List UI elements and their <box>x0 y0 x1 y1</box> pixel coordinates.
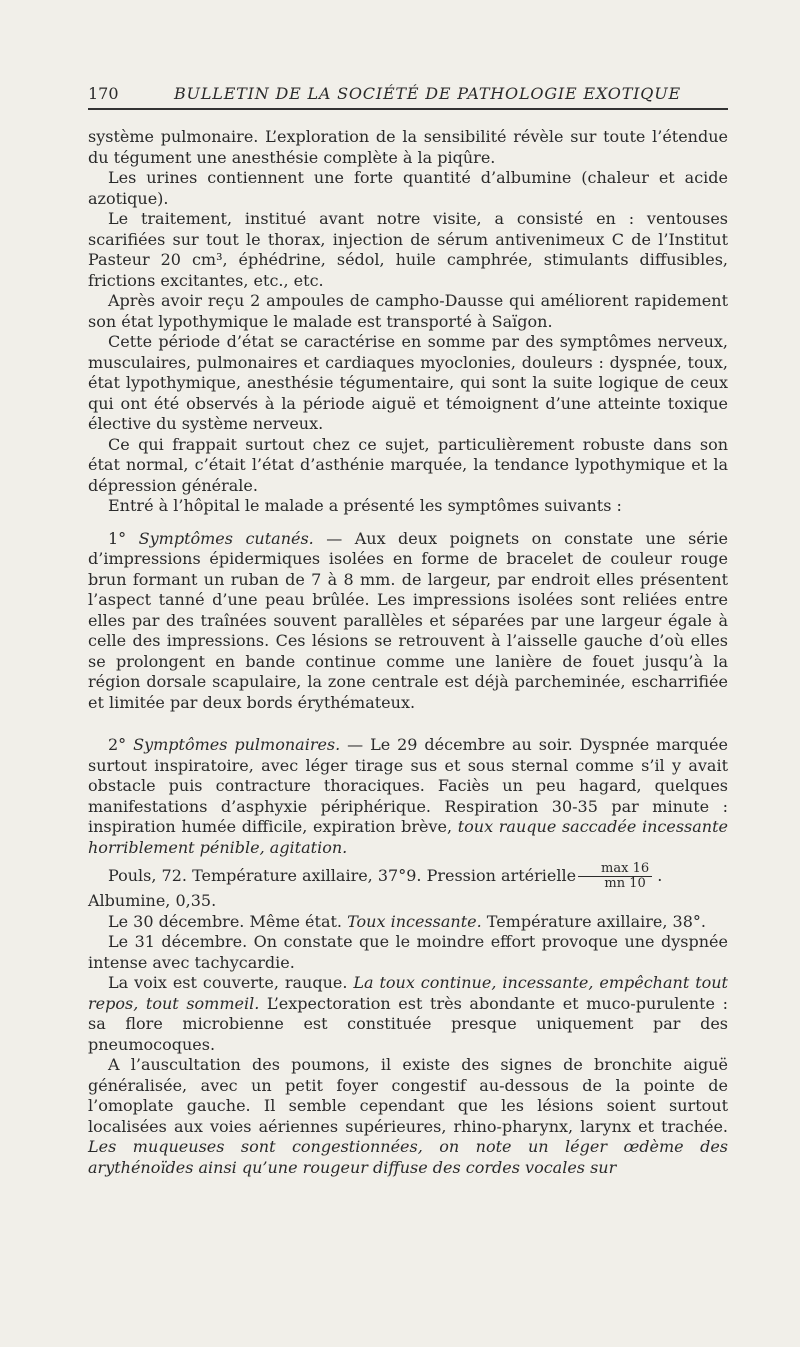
dec30-end: Température axillaire, 38°. <box>481 911 706 931</box>
page-number: 170 <box>88 84 119 103</box>
paragraph-hopital: Entré à l’hôpital le malade a présenté les symptômes suivants : <box>108 496 622 515</box>
section-text: — Le 29 décembre au soir. Dyspnée marquée surtout inspiratoire, avec léger tirage sus et sous sternal comme s’il y avait obstacle puis contracture thoraciques. Faciès un peu hagard, quelques manifestations d’asphyxie périphérique. Respiration 30-35 par minute : inspiration humée difficile, expiration brève, <box>88 735 728 836</box>
voix-text: La voix est couverte, rauque. <box>108 973 354 992</box>
section-number: 1° <box>108 528 127 548</box>
paragraph-auscultation <box>88 1055 728 1178</box>
section-heading: Symptômes pulmonaires. <box>133 735 341 754</box>
dec30-italic: Toux incessante. <box>347 911 482 931</box>
running-title: BULLETIN DE LA SOCIÉTÉ DE PATHOLOGIE EXOTIQUE <box>174 84 681 103</box>
paragraph-sujet: Ce qui frappait surtout chez ce sujet, particulièrement robuste dans son état normal, c’était l’état d’asthénie marquée, la tendance lypothymique et la dépression générale. <box>88 434 728 495</box>
section-symptomes-cutanes <box>88 529 728 714</box>
pouls-end: . <box>652 866 663 885</box>
section-symptomes-pulmonaires <box>88 735 728 858</box>
page-header <box>88 82 728 110</box>
paragraph-albumine: Albumine, 0,35. <box>88 891 217 910</box>
paragraph-continuation: système pulmonaire. L’exploration de la sensibilité révèle sur toute l’étendue du tégument une anesthésie complète à la piqûre. <box>88 127 728 167</box>
pressure-fraction <box>578 862 652 891</box>
section-text: — Aux deux poignets on constate une série d’impressions épidermiques isolées en forme de bracelet de couleur rouge brun formant un ruban de 7 à 8 mm. de largeur, par endroit elles présentent l’aspect tanné d’une peau brûlée. Les impressions isolées sont reliées entre elles par des traînées souvent parallèles et séparées par une largeur égale à celle des impressions. Ces lésions se retrouvent à l’aisselle gauche d’où elles se prolongent en bande continue comme une lanière de fouet jusqu’à la région dorsale scapulaire, la zone centrale est déjà parcheminée, escharrifiée et limitée par deux bords érythémateux. <box>88 528 728 712</box>
auscultation-italic: Les muqueuses sont congestionnées, on note un léger œdème des arythénoïdes ainsi qu’une rougeur diffuse des cordes vocales sur <box>88 1137 728 1177</box>
fraction-numerator: max 16 <box>578 862 652 877</box>
voix-italic: La toux continue, incessante, empêchant tout repos, tout sommeil. <box>88 973 728 1013</box>
voix-end: L’expectoration est très abondante et muco-purulente : sa flore microbienne est constituée presque uniquement par des pneumocoques. <box>88 993 729 1054</box>
section-heading: Symptômes cutanés. <box>138 528 314 548</box>
paragraph-periode: Cette période d’état se caractérise en somme par des symptômes nerveux, musculaires, pulmonaires et cardiaques myoclonies, douleurs : dyspnée, toux, état lypothymique, anesthésie tégumentaire, qui sont la suite logique de ceux qui ont été observés à la période aiguë et témoignent d’une atteinte toxique élective du système nerveux. <box>88 332 728 433</box>
paragraph-ampoules: Après avoir reçu 2 ampoules de campho-Dausse qui améliorent rapidement son état lypothymique le malade est transporté à Saïgon. <box>88 291 728 331</box>
paragraph-dec30 <box>88 912 728 933</box>
paragraph-dec31: Le 31 décembre. On constate que le moindre effort provoque une dyspnée intense avec tachycardie. <box>88 932 728 972</box>
paragraph-pouls <box>88 862 728 891</box>
paragraph-voix <box>88 973 728 1055</box>
fraction-denominator: mn 10 <box>604 876 646 891</box>
paragraph-urines: Les urines contiennent une forte quantité d’albumine (chaleur et acide azotique). <box>88 168 728 208</box>
section-number: 2° <box>108 735 127 754</box>
article-body <box>88 127 728 1178</box>
pouls-text: Pouls, 72. Température axillaire, 37°9. Pression artérielle <box>108 866 577 885</box>
paragraph-traitement: Le traitement, institué avant notre visite, a consisté en : ventouses scarifiées sur tout le thorax, injection de sérum antivenimeux C de l’Institut Pasteur 20 cm³, éphédrine, sédol, huile camphrée, stimulants diffusibles, frictions excitantes, etc., etc. <box>88 209 728 290</box>
dec30-text: Le 30 décembre. Même état. <box>108 911 348 931</box>
auscultation-text: A l’auscultation des poumons, il existe des signes de bronchite aiguë généralisée, avec un petit foyer congestif au-dessous de la pointe de l’omoplate gauche. Il semble cependant que les lésions soient surtout localisées aux voies aériennes supérieures, rhino-pharynx, larynx et trachée. <box>88 1055 728 1136</box>
section-italic-text: toux rauque saccadée incessante horriblement pénible, agitation. <box>88 817 729 857</box>
